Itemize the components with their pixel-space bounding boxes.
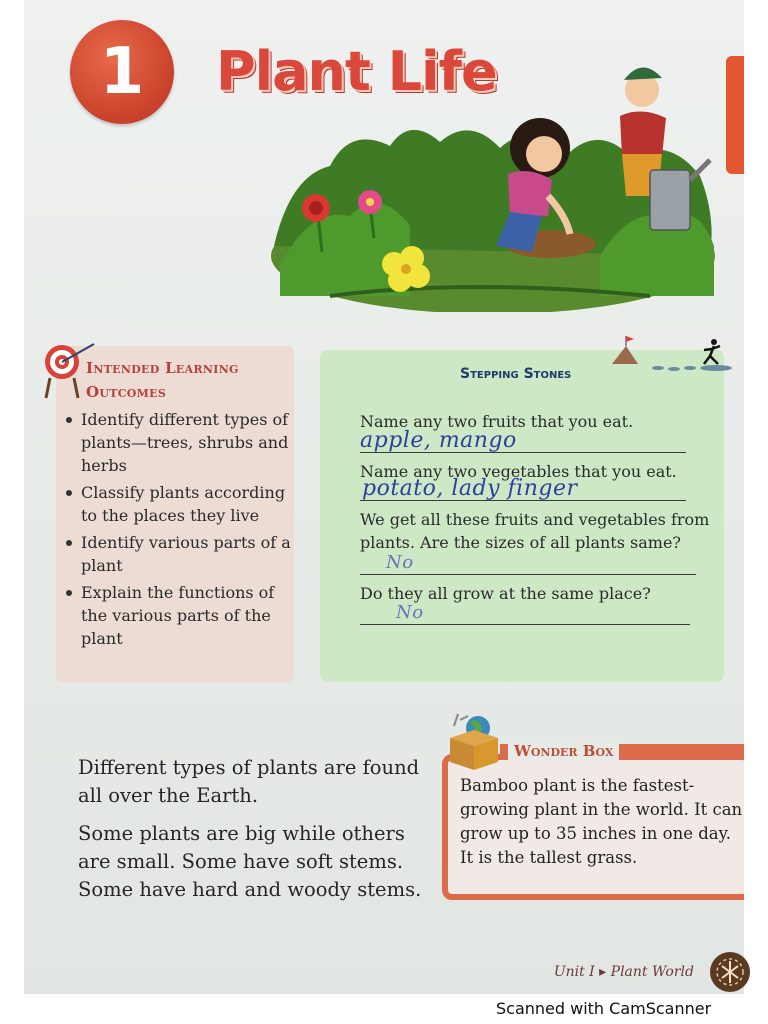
footer-unit-label <box>554 964 694 980</box>
question-3: We get all these fruits and vegetables from plants. Are the sizes of all plants same? <box>360 510 710 552</box>
textbook-page <box>24 0 744 994</box>
question-4: Do they all grow at the same place? <box>360 584 651 603</box>
stepping-stones-title: Stepping Stones <box>460 366 572 382</box>
wonder-box-title: Wonder Box <box>508 742 619 760</box>
chevron-right-icon: ▸ <box>599 964 611 980</box>
learning-outcomes-list <box>64 408 296 654</box>
footer-section: Plant World <box>610 964 694 980</box>
body-paragraph-1: Different types of plants are found all over the Earth. <box>78 756 420 807</box>
list-item: Classify plants according to the places they live <box>64 481 296 527</box>
list-item: Explain the functions of the various parts of the plant <box>64 581 296 650</box>
outcomes-title-line1: Intended Learning <box>86 359 239 377</box>
chapter-tab <box>726 56 744 174</box>
wonder-box-text: Bamboo plant is the fastest-growing plant in the world. It can grow up to 35 inches in one day. It is the tallest grass. <box>460 776 743 867</box>
question-1: Name any two fruits that you eat. <box>360 412 634 431</box>
answer-3-handwriting[interactable]: No <box>386 552 414 573</box>
gardening-illustration <box>270 56 716 312</box>
answer-line <box>360 574 696 575</box>
runner-on-stones-icon <box>608 336 738 386</box>
answer-line <box>360 624 690 625</box>
answer-line <box>360 500 686 501</box>
question-2: Name any two vegetables that you eat. <box>360 462 677 481</box>
page-number-badge-icon <box>710 952 750 992</box>
chapter-number-badge: 1 <box>70 20 174 124</box>
answer-2-handwriting[interactable]: potato, lady finger <box>362 476 578 501</box>
gift-box-globe-icon <box>444 710 504 772</box>
list-item: Identify different types of plants—trees, shrubs and herbs <box>64 408 296 477</box>
scanner-watermark: Scanned with CamScanner <box>496 999 712 1018</box>
answer-line <box>360 452 686 453</box>
list-item: Identify various parts of a plant <box>64 531 296 577</box>
answer-1-handwriting[interactable]: apple, mango <box>360 428 517 453</box>
footer-unit: Unit I <box>553 964 595 980</box>
answer-4-handwriting[interactable]: No <box>396 602 424 623</box>
body-paragraph-2: Some plants are big while others are small. Some have soft stems. Some have hard and woody stems. <box>78 822 422 901</box>
chapter-title: Plant Life <box>216 40 497 103</box>
learning-outcomes-title <box>86 356 286 404</box>
outcomes-title-line2: Outcomes <box>86 383 167 401</box>
